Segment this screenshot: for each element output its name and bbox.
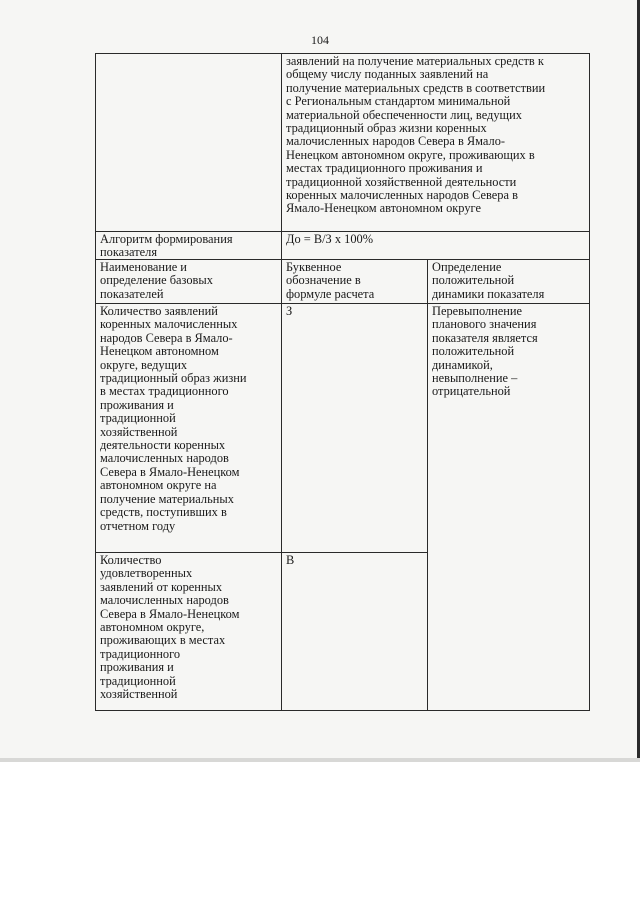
indicator-definition-cell: [282, 54, 589, 231]
base-indicator-name-cell: [96, 553, 281, 710]
indicator-name-line: получение материальных: [100, 491, 234, 506]
algorithm-formula-cell: [282, 232, 589, 259]
dynamics-text-line: планового значения: [432, 317, 537, 332]
indicator-name-line: округе, ведущих: [100, 357, 188, 372]
column-header-dynamics: [428, 260, 589, 303]
formula-text: До = В/З х 100%: [286, 232, 374, 246]
indicator-name-line: автономном округе на: [100, 478, 217, 493]
indicator-name-line: проживания и: [100, 660, 174, 675]
header-text-line: определение базовых: [100, 273, 213, 288]
definition-text-line: местах традиционного проживания и: [286, 161, 483, 176]
indicator-name-line: традиционной: [100, 411, 176, 426]
definition-text-line: традиционный образ жизни коренных: [286, 121, 487, 136]
table-border-right: [589, 53, 590, 711]
header-text-line: Определение: [432, 260, 502, 274]
indicator-name-line: традиционный образ жизни: [100, 371, 247, 386]
definition-text-line: с Региональным стандартом минимальной: [286, 94, 511, 109]
column-header-letter: [282, 260, 427, 303]
indicator-name-line: традиционного: [100, 646, 181, 661]
indicator-name-line: средств, поступивших в: [100, 505, 227, 520]
header-text-line: динамики показателя: [432, 286, 545, 301]
indicator-name-line: автономном округе,: [100, 620, 205, 635]
page-number: 104: [311, 33, 329, 47]
dynamics-text-line: положительной: [432, 344, 515, 359]
base-indicator-name-cell: [96, 304, 281, 552]
dynamics-text-line: невыполнение –: [432, 371, 518, 386]
table-cell-empty: [96, 54, 281, 231]
dynamics-text-line: отрицательной: [432, 384, 511, 399]
header-text-line: формуле расчета: [286, 286, 375, 301]
scan-bottom-edge: [0, 758, 640, 762]
indicator-name-line: отчетном году: [100, 518, 176, 533]
header-text-line: Буквенное: [286, 260, 342, 274]
indicator-name-line: хозяйственной: [100, 424, 178, 439]
definition-text-line: традиционной хозяйственной деятельности: [286, 174, 517, 189]
definition-text-line: общему числу поданных заявлений на: [286, 67, 489, 82]
indicator-name-line: Количество: [100, 553, 162, 567]
header-text-line: положительной: [432, 273, 515, 288]
indicator-name-line: удовлетворенных: [100, 566, 193, 581]
definition-text-line: получение материальных средств в соответствии: [286, 80, 546, 95]
definition-text-line: Ямало-Ненецком автономном округе: [286, 201, 481, 216]
indicator-name-line: малочисленных народов: [100, 451, 229, 466]
indicator-name-line: Количество заявлений: [100, 304, 218, 318]
dynamics-cell: [428, 304, 589, 710]
indicator-name-line: народов Севера в Ямало-: [100, 330, 233, 345]
indicator-name-line: коренных малочисленных: [100, 317, 238, 332]
dynamics-text-line: показателя является: [432, 330, 538, 345]
definition-text-line: Ненецком автономном округе, проживающих в: [286, 147, 535, 162]
header-text-line: показателей: [100, 286, 164, 301]
definition-text-line: материальной обеспеченности лиц, ведущих: [286, 107, 522, 122]
indicator-name-line: в местах традиционного: [100, 384, 229, 399]
table-border-bottom: [95, 710, 590, 711]
indicator-name-line: деятельности коренных: [100, 438, 226, 453]
header-text-line: обозначение в: [286, 273, 361, 288]
indicator-name-line: проживания и: [100, 397, 174, 412]
definition-text-line: заявлений на получение материальных средств к: [286, 54, 544, 68]
algorithm-label-line: Алгоритм формирования: [100, 232, 233, 246]
indicator-name-line: традиционной: [100, 673, 176, 688]
indicator-name-line: Севера в Ямало-Ненецком: [100, 606, 240, 621]
indicator-name-line: Ненецком автономном: [100, 344, 219, 359]
algorithm-label-line: показателя: [100, 245, 158, 259]
definition-text-line: коренных малочисленных народов Севера в: [286, 188, 518, 203]
dynamics-text-line: Перевыполнение: [432, 304, 523, 318]
algorithm-label-cell: [96, 232, 281, 259]
letter-symbol: З: [286, 304, 293, 318]
column-header-name: [96, 260, 281, 303]
header-text-line: Наименование и: [100, 260, 187, 274]
definition-text-line: малочисленных народов Севера в Ямало-: [286, 134, 506, 149]
letter-cell: [282, 553, 427, 710]
letter-cell: [282, 304, 427, 552]
dynamics-text-line: динамикой,: [432, 357, 493, 372]
letter-symbol: В: [286, 553, 295, 567]
indicator-name-line: хозяйственной: [100, 687, 178, 702]
indicator-name-line: Севера в Ямало-Ненецком: [100, 464, 240, 479]
indicator-name-line: заявлений от коренных: [100, 579, 223, 594]
indicator-name-line: малочисленных народов: [100, 593, 229, 608]
indicator-name-line: проживающих в местах: [100, 633, 226, 648]
